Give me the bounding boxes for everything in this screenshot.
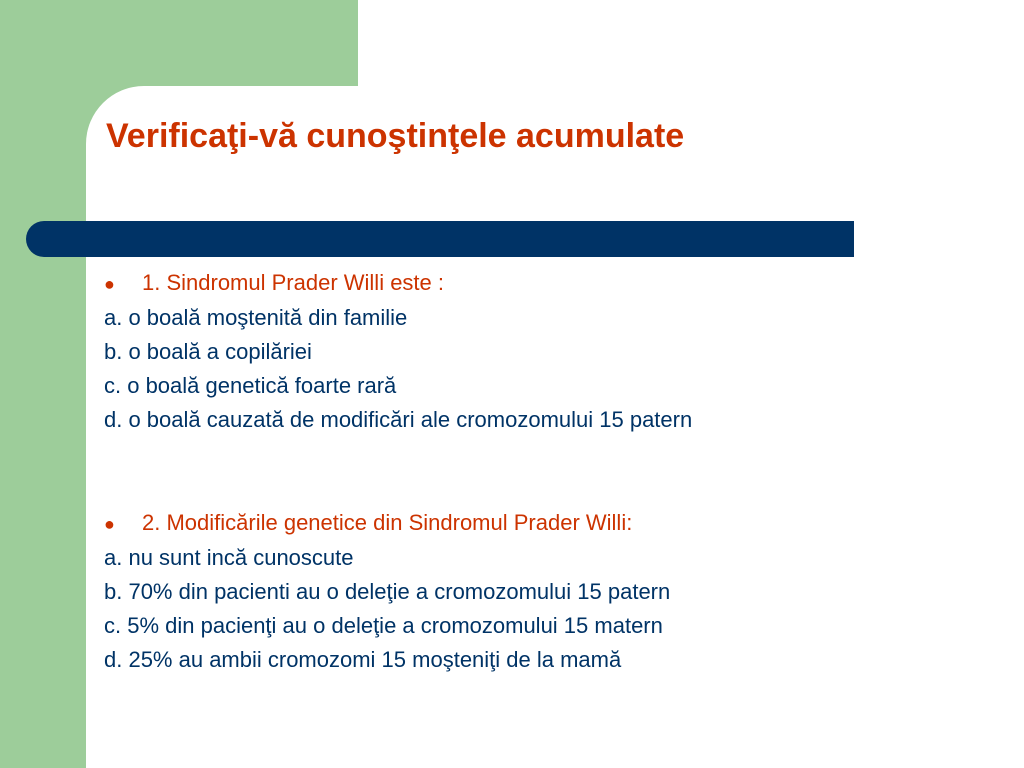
question-2-text: 2. Modificările genetice din Sindromul Prader Willi: bbox=[142, 510, 633, 535]
question-2-option-b: b. 70% din pacienti au o deleţie a cromozomului 15 patern bbox=[104, 579, 671, 604]
question-1-text: 1. Sindromul Prader Willi este : bbox=[142, 270, 444, 295]
question-1-option-a: a. o boală moştenită din familie bbox=[104, 305, 408, 330]
question-2-option-c: c. 5% din pacienţi au o deleţie a cromozomului 15 matern bbox=[104, 613, 663, 638]
question-2-heading bbox=[104, 506, 1004, 541]
question-1-option-c: c. o boală genetică foarte rară bbox=[104, 373, 397, 398]
question-2 bbox=[104, 506, 1004, 677]
question-1 bbox=[104, 266, 1004, 437]
question-1-option-d: d. o boală cauzată de modificări ale cromozomului 15 patern bbox=[104, 407, 693, 432]
question-2-option-a: a. nu sunt incă cunoscute bbox=[104, 545, 354, 570]
slide-title: Verificaţi-vă cunoştinţele acumulate bbox=[106, 117, 685, 155]
bullet-icon: ● bbox=[104, 514, 115, 534]
bullet-icon: ● bbox=[104, 274, 115, 294]
question-2-option-d: d. 25% au ambii cromozomi 15 moşteniţi de la mamă bbox=[104, 647, 622, 672]
title-divider-bar bbox=[26, 221, 854, 257]
question-1-option-b: b. o boală a copilăriei bbox=[104, 339, 312, 364]
question-1-heading bbox=[104, 266, 1004, 301]
